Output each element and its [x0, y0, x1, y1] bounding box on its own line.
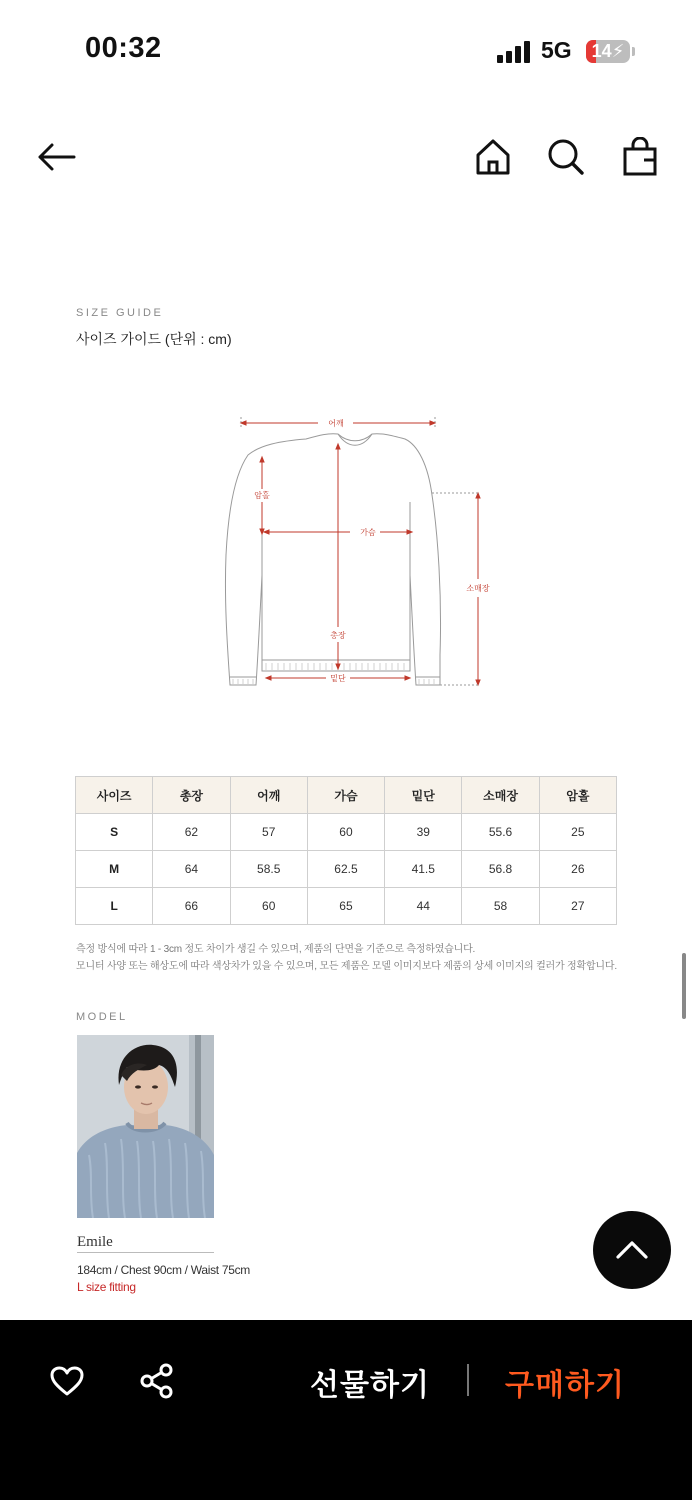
table-cell: 60: [230, 888, 307, 925]
table-cell: M: [76, 851, 153, 888]
size-guide-title: 사이즈 가이드 (단위 : cm): [76, 331, 232, 347]
model-heading: MODEL: [76, 1011, 128, 1023]
model-divider: [77, 1252, 214, 1253]
gift-button[interactable]: 선물하기: [310, 1369, 430, 1402]
diagram-label-armhole: 암홀: [254, 491, 270, 500]
chevron-up-icon: [615, 1240, 649, 1260]
table-cell: 60: [307, 814, 384, 851]
shopping-bag-icon: [622, 137, 658, 177]
home-icon: [474, 138, 512, 176]
table-header-cell: 밑단: [385, 777, 462, 814]
table-header-cell: 사이즈: [76, 777, 153, 814]
top-navigation: [0, 125, 692, 195]
size-table: [75, 776, 617, 925]
status-time: 00:32: [85, 32, 162, 64]
color-note: 모니터 사양 또는 해상도에 따라 색상차가 있을 수 있으며, 모든 제품은 모델 이미지보다 제품의 상세 이미지의 컬러가 정확합니다.: [76, 961, 617, 972]
bottom-bar-divider: [467, 1364, 469, 1396]
battery-level: 14: [591, 41, 612, 61]
table-cell: 58.5: [230, 851, 307, 888]
table-header-cell: 암홀: [539, 777, 616, 814]
table-cell: 44: [385, 888, 462, 925]
diagram-label-shoulder: 어깨: [328, 419, 344, 428]
table-cell: 65: [307, 888, 384, 925]
diagram-label-hem: 밑단: [330, 674, 346, 683]
table-cell: 57: [230, 814, 307, 851]
table-header-cell: 소매장: [462, 777, 539, 814]
table-cell: 41.5: [385, 851, 462, 888]
share-button[interactable]: [132, 1356, 182, 1406]
heart-icon: [49, 1365, 85, 1397]
size-guide-heading: SIZE GUIDE: [76, 307, 164, 319]
table-cell: 66: [153, 888, 230, 925]
scrollbar[interactable]: [682, 953, 686, 1019]
buy-button[interactable]: 구매하기: [505, 1369, 625, 1402]
signal-icon: [497, 41, 533, 63]
table-row: [76, 888, 617, 925]
measurement-note: 측정 방식에 따라 1 - 3cm 정도 차이가 생길 수 있으며, 제품의 단면을 기준으로 측정하였습니다.: [76, 944, 476, 955]
diagram-label-chest: 가슴: [360, 528, 376, 537]
table-cell: L: [76, 888, 153, 925]
table-cell: 58: [462, 888, 539, 925]
table-cell: 55.6: [462, 814, 539, 851]
like-button[interactable]: [42, 1356, 92, 1406]
table-row: [76, 814, 617, 851]
search-icon: [546, 137, 586, 177]
battery-icon: 14⚡: [586, 40, 630, 63]
table-row: [76, 851, 617, 888]
diagram-label-length: 총장: [330, 631, 346, 640]
home-button[interactable]: [468, 132, 518, 182]
table-cell: 64: [153, 851, 230, 888]
table-cell: 25: [539, 814, 616, 851]
network-type: 5G: [541, 37, 572, 63]
table-header-cell: 가슴: [307, 777, 384, 814]
scroll-to-top-button[interactable]: [593, 1211, 671, 1289]
model-fit: L size fitting: [77, 1280, 136, 1294]
model-name: Emile: [77, 1234, 113, 1250]
back-button[interactable]: [31, 132, 81, 182]
diagram-label-sleeve: 소매장: [466, 584, 490, 593]
model-photo: [77, 1035, 214, 1218]
status-bar: [0, 0, 692, 100]
size-table-header: [76, 777, 617, 814]
share-icon: [139, 1363, 175, 1399]
table-cell: 62: [153, 814, 230, 851]
table-cell: 26: [539, 851, 616, 888]
shopping-bag-button[interactable]: [615, 132, 665, 182]
arrow-left-icon: [34, 141, 78, 173]
table-cell: S: [76, 814, 153, 851]
table-header-cell: 어깨: [230, 777, 307, 814]
sweater-measurement-diagram: [210, 405, 510, 705]
model-stats: 184cm / Chest 90cm / Waist 75cm: [77, 1263, 250, 1277]
table-cell: 27: [539, 888, 616, 925]
search-button[interactable]: [541, 132, 591, 182]
table-cell: 56.8: [462, 851, 539, 888]
table-cell: 62.5: [307, 851, 384, 888]
table-header-cell: 총장: [153, 777, 230, 814]
table-cell: 39: [385, 814, 462, 851]
